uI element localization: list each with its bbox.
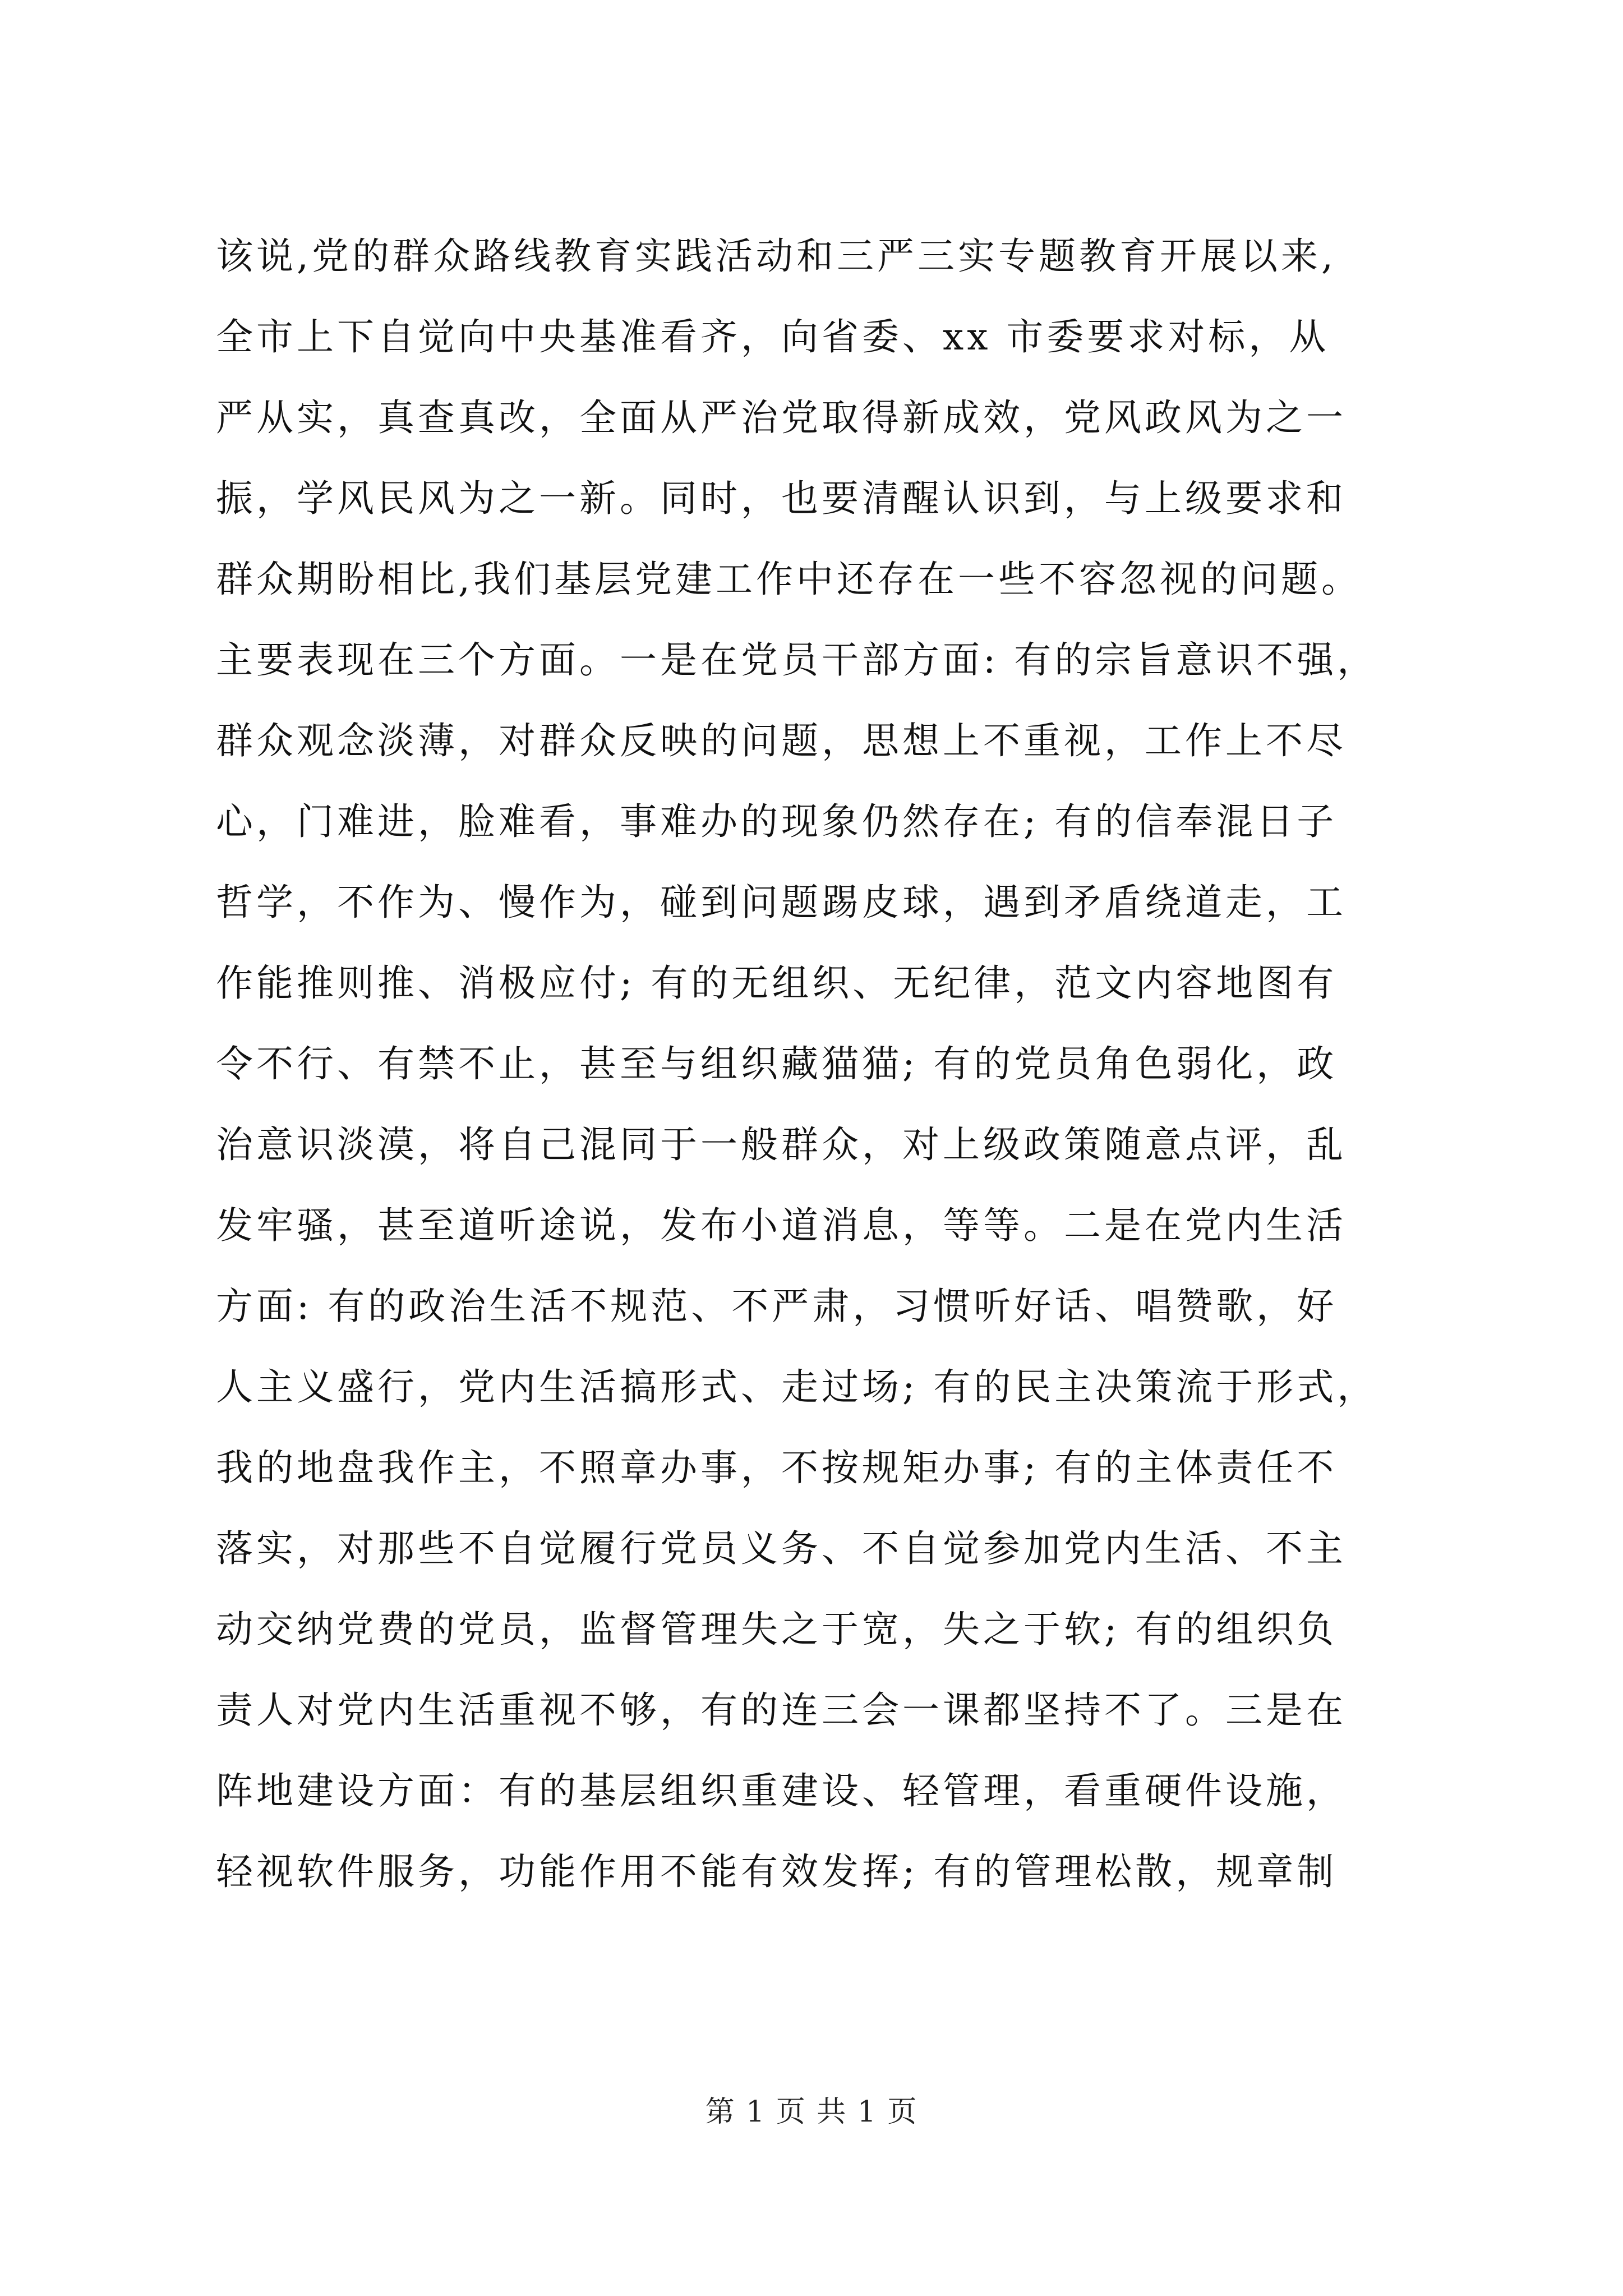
text-line: 全市上下自觉向中央基准看齐，向省委、xx 市委要求对标，从	[216, 315, 1330, 358]
text-line: 治意识淡漠，将自己混同于一般群众，对上级政策随意点评，乱	[216, 1123, 1347, 1166]
body-text	[216, 216, 1450, 1912]
text-line: 动交纳党费的党员，监督管理失之于宽，失之于软; 有的组织负	[216, 1608, 1338, 1651]
text-line: 该说,党的群众路线教育实践活动和三严三实专题教育开展以来,	[216, 234, 1336, 278]
text-line: 令不行、有禁不止，甚至与组织藏猫猫; 有的党员角色弱化，政	[216, 1042, 1338, 1085]
text-line: 哲学，不作为、慢作为，碰到问题踢皮球，遇到矛盾绕道走，工	[216, 881, 1347, 924]
text-line: 我的地盘我作主，不照章办事，不按规矩办事; 有的主体责任不	[216, 1446, 1338, 1489]
text-line: 发牢骚，甚至道听途说，发布小道消息，等等。二是在党内生活	[216, 1204, 1347, 1247]
text-line: 责人对党内生活重视不够，有的连三会一课都坚持不了。三是在	[216, 1688, 1347, 1732]
text-line: 人主义盛行，党内生活搞形式、走过场; 有的民主决策流于形式，	[216, 1365, 1378, 1409]
text-line: 轻视软件服务，功能作用不能有效发挥; 有的管理松散，规章制	[216, 1850, 1338, 1893]
text-line: 作能推则推、消极应付; 有的无组织、无纪律，范文内容地图有	[216, 961, 1338, 1005]
page-number-footer: 第 1 页 共 1 页	[705, 2095, 918, 2129]
text-line: 阵地建设方面：有的基层组织重建设、轻管理，看重硬件设施，	[216, 1769, 1347, 1812]
text-line: 群众观念淡薄，对群众反映的问题，思想上不重视，工作上不尽	[216, 719, 1347, 762]
text-line: 落实，对那些不自觉履行党员义务、不自觉参加党内生活、不主	[216, 1527, 1347, 1570]
text-line: 群众期盼相比,我们基层党建工作中还存在一些不容忽视的问题。	[216, 558, 1362, 601]
text-line: 方面: 有的政治生活不规范、不严肃，习惯听好话、唱赞歌，好	[216, 1285, 1338, 1328]
text-line: 主要表现在三个方面。一是在党员干部方面: 有的宗旨意识不强，	[216, 638, 1378, 682]
text-line: 振，学风民风为之一新。同时，也要清醒认识到，与上级要求和	[216, 477, 1347, 520]
text-line: 严从实，真查真改，全面从严治党取得新成效，党风政风为之一	[216, 396, 1347, 439]
text-line: 心，门难进，脸难看，事难办的现象仍然存在; 有的信奉混日子	[216, 800, 1338, 843]
